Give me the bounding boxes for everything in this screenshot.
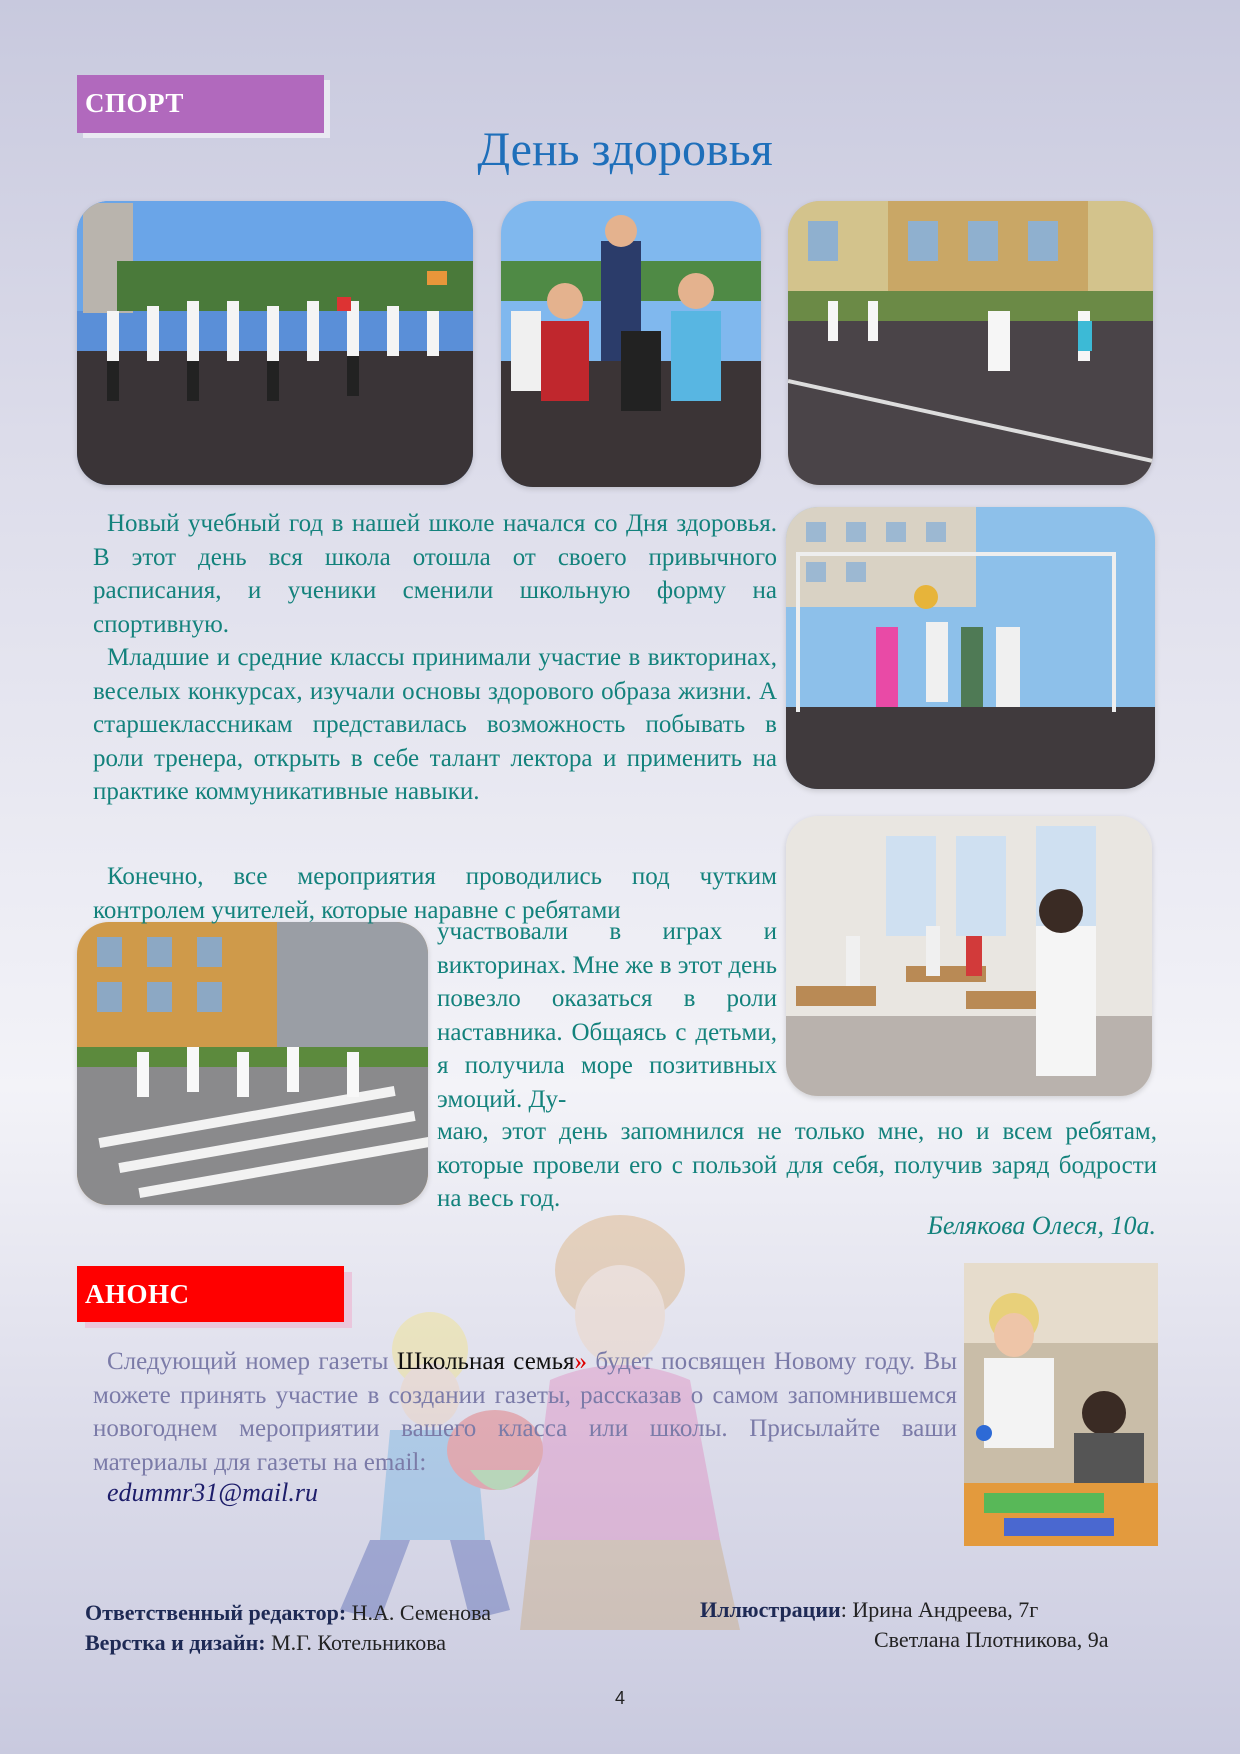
editor-label: Ответственный редактор: xyxy=(85,1600,347,1625)
newspaper-name: Школьная семья xyxy=(396,1348,575,1375)
children-warmup-icon xyxy=(77,201,473,485)
announce-text-before: Следующий номер газеты xyxy=(107,1348,397,1375)
crosswalk-run-icon xyxy=(77,922,428,1205)
article-paragraph: маю, этот день запомнился не только мне, но и всем ребятам, которые провели его с пользой для себя, получив заряд бодрости на весь год. xyxy=(437,1118,1157,1212)
announce-text-after: будет посвящен Новому году. Вы можете принять участие в создании газеты, рассказав о самом запомнившемся новогоднем мероприятии вашего класса или школы. Присылайте ваши материалы для газеты на email: xyxy=(93,1348,958,1476)
article-paragraphs-top xyxy=(93,507,777,809)
football-goal-icon xyxy=(786,507,1155,789)
craft-activity-icon xyxy=(964,1263,1158,1546)
section-label-anons: АНОНС xyxy=(77,1266,344,1322)
photo-boys-coach xyxy=(501,201,761,487)
section-label-sport: СПОРТ xyxy=(77,75,324,133)
credits-right xyxy=(700,1595,1108,1655)
credits-left xyxy=(85,1598,491,1658)
photo-announce xyxy=(964,1263,1158,1546)
closing-quote: » xyxy=(574,1348,588,1375)
announce-text xyxy=(93,1345,957,1479)
article-paragraph: Новый учебный год в нашей школе начался со Дня здоровья. В этот день вся школа отошла от своего привычного расписания, и ученики сменили школьную форму на спортивную. xyxy=(93,510,777,638)
article-paragraph: Конечно, все мероприятия проводились под чутким контролем учителей, которые наравне с ребятами xyxy=(93,863,777,924)
article-paragraph-end xyxy=(437,1115,1157,1216)
layout-name: М.Г. Котельникова xyxy=(265,1630,447,1655)
illustrator-name: : Ирина Андреева, 7г xyxy=(840,1597,1039,1622)
article-paragraph: участвовали в играх и викторинах. Мне же в этот день повезло оказаться в роли наставника. Общаясь с детьми, я получила море позитивных эмоций. Ду- xyxy=(437,918,778,1113)
illustrator-name: Светлана Плотникова, 9а xyxy=(874,1627,1109,1652)
playground-game-icon xyxy=(788,201,1153,485)
photo-football-goal xyxy=(786,507,1155,789)
photo-crosswalk xyxy=(77,922,428,1205)
photo-classroom xyxy=(786,816,1152,1096)
editor-name: Н.А. Семенова xyxy=(346,1600,491,1625)
boys-with-coach-icon xyxy=(501,201,761,487)
article-author: Белякова Олеся, 10а. xyxy=(927,1211,1156,1240)
contact-email[interactable]: edummr31@mail.ru xyxy=(107,1478,318,1507)
photo-warmup xyxy=(77,201,473,485)
article-paragraph: Младшие и средние классы принимали участие в викторинах, веселых конкурсах, изучали основы здорового образа жизни. А старшеклассникам представилась возможность побывать в роли тренера, открыть в себе талант лектора и применить на практике коммуникативные навыки. xyxy=(93,644,777,805)
article-paragraph-middle xyxy=(437,915,777,1116)
illustrations-label: Иллюстрации xyxy=(700,1597,841,1622)
classroom-exercise-icon xyxy=(786,816,1152,1096)
photo-playground xyxy=(788,201,1153,485)
page-number: 4 xyxy=(614,1688,625,1708)
article-title: День здоровья xyxy=(477,123,773,176)
layout-label: Верстка и дизайн: xyxy=(85,1630,266,1655)
